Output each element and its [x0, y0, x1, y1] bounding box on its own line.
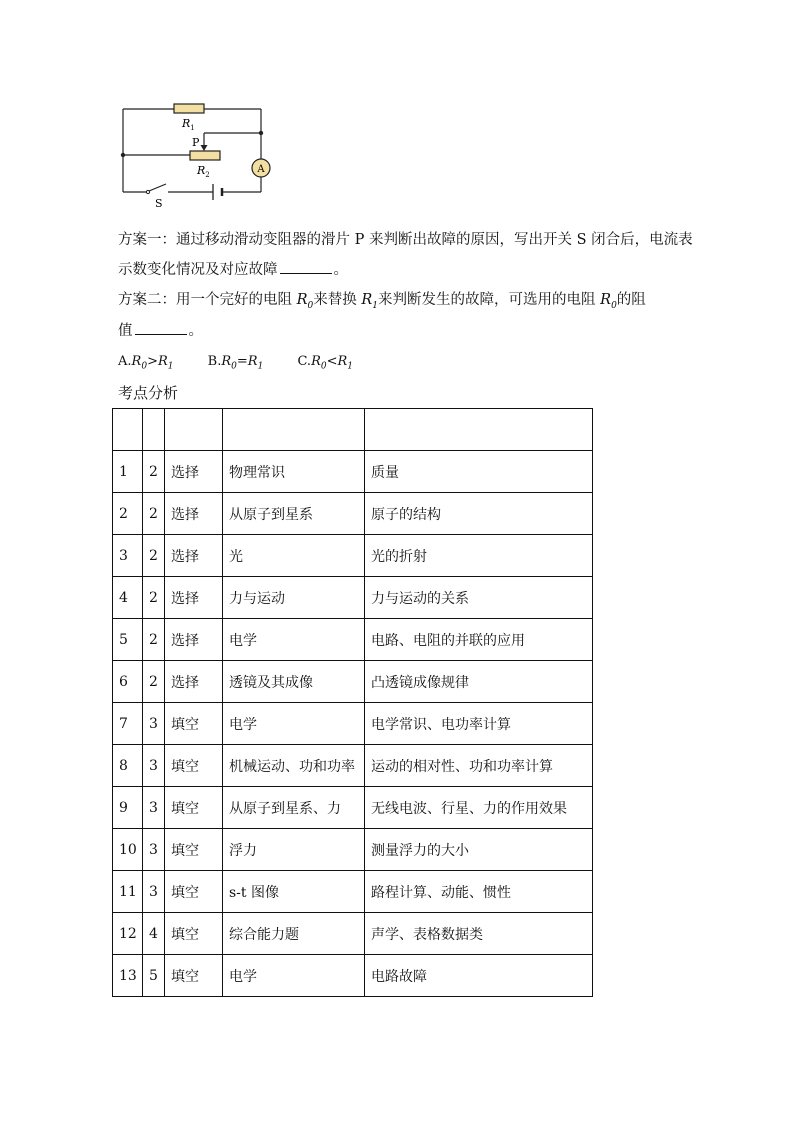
- table-cell: 选择: [165, 577, 223, 619]
- answer-blank-2[interactable]: [135, 320, 187, 335]
- r0-symbol: $R_0$: [296, 292, 314, 311]
- table-cell: 3: [143, 745, 165, 787]
- r2-label: $R_2$: [197, 164, 210, 179]
- table-cell: 填空: [165, 703, 223, 745]
- table-cell: 8: [113, 745, 143, 787]
- slider-label: P: [192, 136, 200, 149]
- table-cell: [165, 409, 223, 451]
- plan1-line2: 示数变化情况及对应故障 。: [118, 259, 348, 280]
- table-cell: 电路、电阻的并联的应用: [365, 619, 593, 661]
- analysis-table: [112, 408, 593, 997]
- table-row: [113, 745, 593, 787]
- r1-label: $R_1$: [182, 117, 195, 132]
- table-row: [113, 451, 593, 493]
- table-cell: 电路故障: [365, 955, 593, 997]
- table-cell: 选择: [165, 493, 223, 535]
- option-b[interactable]: $B.R_0=R_1$: [207, 354, 264, 372]
- table-cell: 2: [143, 535, 165, 577]
- table-cell: 3: [143, 829, 165, 871]
- table-cell: 光的折射: [365, 535, 593, 577]
- table-row: [113, 535, 593, 577]
- table-cell: 力与运动的关系: [365, 577, 593, 619]
- plan2-line1: 方案二：用一个完好的电阻 $R_0$来替换 $R_1$来判断发生的故障，可选用的电阻 $R_0$的阻: [118, 292, 646, 311]
- table-row: [113, 661, 593, 703]
- answer-blank-1[interactable]: [280, 259, 332, 274]
- table-cell: 3: [143, 787, 165, 829]
- table-row: [113, 577, 593, 619]
- table-cell: 5: [113, 619, 143, 661]
- option-a[interactable]: $A.R_0>R_1$: [118, 354, 174, 372]
- r1-symbol: $R_1$: [361, 292, 379, 311]
- table-cell: [113, 409, 143, 451]
- table-cell: 填空: [165, 829, 223, 871]
- table-cell: 电学: [223, 703, 365, 745]
- table-cell: 填空: [165, 871, 223, 913]
- table-cell: 电学: [223, 619, 365, 661]
- plan1-line1: 方案一：通过移动滑动变阻器的滑片 P 来判断出故障的原因，写出开关 S 闭合后，电流表: [118, 232, 693, 248]
- table-cell: 声学、表格数据类: [365, 913, 593, 955]
- table-row: [113, 619, 593, 661]
- table-cell: 综合能力题: [223, 913, 365, 955]
- table-row: [113, 913, 593, 955]
- table-cell: 填空: [165, 913, 223, 955]
- option-c[interactable]: $C.R_0<R_1$: [297, 354, 354, 372]
- table-cell: 路程计算、动能、惯性: [365, 871, 593, 913]
- switch: [149, 184, 166, 191]
- table-cell: 质量: [365, 451, 593, 493]
- switch-label: S: [155, 197, 163, 210]
- table-cell: 6: [113, 661, 143, 703]
- table-row: [113, 787, 593, 829]
- table-cell: 5: [143, 955, 165, 997]
- table-cell: [365, 409, 593, 451]
- table-cell: 3: [143, 703, 165, 745]
- table-header-row: [113, 409, 593, 451]
- options-row: [118, 352, 383, 377]
- table-cell: 10: [113, 829, 143, 871]
- plan2-line2: 值 。: [118, 320, 203, 341]
- table-cell: 9: [113, 787, 143, 829]
- table-cell: 电学常识、电功率计算: [365, 703, 593, 745]
- table-cell: 13: [113, 955, 143, 997]
- table-cell: 2: [113, 493, 143, 535]
- table-cell: 测量浮力的大小: [365, 829, 593, 871]
- circuit-diagram: [110, 92, 280, 217]
- table-cell: 填空: [165, 787, 223, 829]
- section-title: 考点分析: [118, 384, 179, 402]
- resistor-r1: [174, 104, 204, 113]
- table-cell: 无线电波、行星、力的作用效果: [365, 787, 593, 829]
- table-cell: 7: [113, 703, 143, 745]
- table-cell: 从原子到星系、力: [223, 787, 365, 829]
- table-cell: 凸透镜成像规律: [365, 661, 593, 703]
- table-cell: 选择: [165, 451, 223, 493]
- table-cell: 光: [223, 535, 365, 577]
- table-cell: 物理常识: [223, 451, 365, 493]
- table-row: [113, 955, 593, 997]
- table-cell: 从原子到星系: [223, 493, 365, 535]
- table-cell: 1: [113, 451, 143, 493]
- table-cell: 2: [143, 577, 165, 619]
- table-cell: 3: [113, 535, 143, 577]
- table-cell: 2: [143, 493, 165, 535]
- table-row: [113, 829, 593, 871]
- table-cell: 填空: [165, 745, 223, 787]
- resistor-r2: [190, 151, 220, 160]
- table-row: [113, 871, 593, 913]
- table-cell: 填空: [165, 955, 223, 997]
- table-cell: 选择: [165, 661, 223, 703]
- table-cell: 4: [143, 913, 165, 955]
- table-cell: s-t 图像: [223, 871, 365, 913]
- table-cell: 机械运动、功和功率: [223, 745, 365, 787]
- table-cell: 浮力: [223, 829, 365, 871]
- table-row: [113, 493, 593, 535]
- ammeter-label: A: [257, 164, 265, 175]
- table-cell: [223, 409, 365, 451]
- table-cell: 选择: [165, 535, 223, 577]
- table-cell: 2: [143, 619, 165, 661]
- table-cell: 11: [113, 871, 143, 913]
- table-cell: 选择: [165, 619, 223, 661]
- plan1-line2-text: 示数变化情况及对应故障: [118, 262, 278, 278]
- table-cell: 原子的结构: [365, 493, 593, 535]
- table-cell: 力与运动: [223, 577, 365, 619]
- table-cell: 2: [143, 661, 165, 703]
- table-cell: 电学: [223, 955, 365, 997]
- table-cell: 12: [113, 913, 143, 955]
- r0-symbol-2: $R_0$: [600, 292, 617, 311]
- slider-arrow: [201, 145, 208, 151]
- table-cell: 3: [143, 871, 165, 913]
- table-cell: 4: [113, 577, 143, 619]
- table-row: [113, 703, 593, 745]
- table-cell: 透镜及其成像: [223, 661, 365, 703]
- table-cell: 运动的相对性、功和功率计算: [365, 745, 593, 787]
- table-cell: 2: [143, 451, 165, 493]
- table-cell: [143, 409, 165, 451]
